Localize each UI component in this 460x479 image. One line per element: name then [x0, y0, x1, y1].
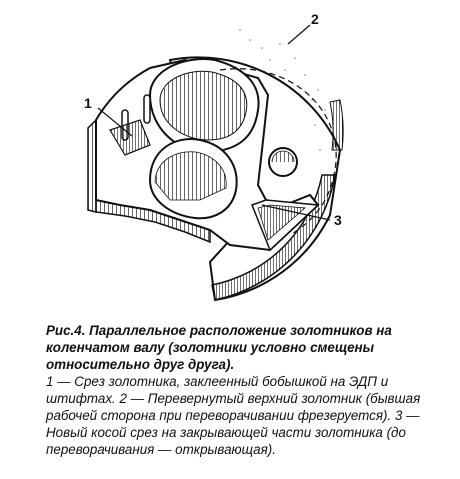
callout-3: 3	[334, 212, 342, 228]
caption-body: 1 — Срез золотника, заклеенный бобышкой на ЭДП и штифтах. 2 — Перевернутый верхний золотник (бывшая рабочей сторона при переворачивании фрезеруется). 3 — Новый косой срез на закрывающей части золотника (до переворачивания — открывающая).	[46, 374, 421, 457]
callout-1: 1	[84, 95, 92, 111]
callout-2: 2	[311, 11, 319, 27]
caption-title: Рис.4. Параллельное расположение золотников на коленчатом валу (золотники условно смещены относительно друг друга).	[46, 323, 392, 372]
figure-caption	[46, 322, 456, 458]
leader-line-2	[288, 25, 310, 44]
